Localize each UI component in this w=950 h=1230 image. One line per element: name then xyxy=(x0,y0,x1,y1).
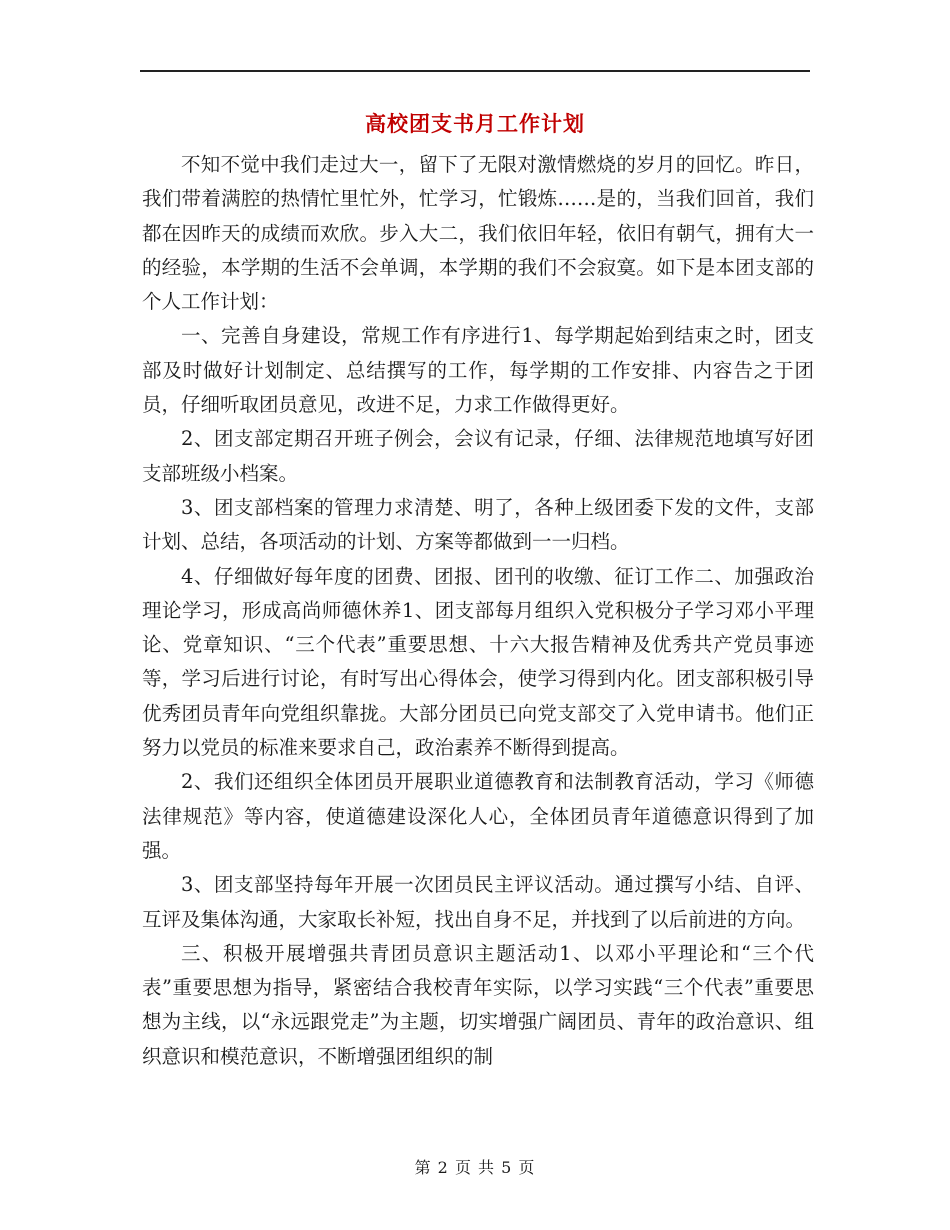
paragraph: 一、完善自身建设，常规工作有序进行1、每学期起始到结束之时，团支部及时做好计划制定、总结撰写的工作，每学期的工作安排、内容告之于团员，仔细听取团员意见，改进不足，力求工作做得更好。 xyxy=(142,324,814,417)
paragraph: 3、团支部坚持每年开展一次团员民主评议活动。通过撰写小结、自评、互评及集体沟通，大家取长补短，找出自身不足，并找到了以后前进的方向。 xyxy=(142,873,814,931)
paragraph: 不知不觉中我们走过大一，留下了无限对激情燃烧的岁月的回忆。昨日，我们带着满腔的热情忙里忙外，忙学习，忙锻炼……是的，当我们回首，我们都在因昨天的成绩而欢欣。步入大二，我们依旧年轻，依旧有朝气，拥有大一的经验，本学期的生活不会单调，本学期的我们不会寂寞。如下是本团支部的个人工作计划： xyxy=(142,153,814,314)
document-title: 高校团支书月工作计划 xyxy=(365,111,585,136)
paragraph: 2、团支部定期召开班子例会，会议有记录，仔细、法律规范地填写好团支部班级小档案。 xyxy=(142,427,814,485)
paragraph: 3、团支部档案的管理力求清楚、明了，各种上级团委下发的文件，支部计划、总结，各项活动的计划、方案等都做到一一归档。 xyxy=(142,495,814,554)
page-number-footer: 第 2 页 共 5 页 xyxy=(414,1158,536,1177)
paragraph: 4、仔细做好每年度的团费、团报、团刊的收缴、征订工作二、加强政治理论学习，形成高尚师德休养1、团支部每月组织入党积极分子学习邓小平理论、党章知识、“三个代表”重要思想、十六大报告精神及优秀共产党员事迹等，学习后进行讨论，有时写出心得体会，使学习得到内化。团支部积极引导优秀团员青年向党组织靠拢。大部分团员已向党支部交了入党申请书。他们正努力以党员的标准来要求自己，政治素养不断得到提高。 xyxy=(142,564,814,760)
document-body xyxy=(142,148,814,1074)
paragraph: 2、我们还组织全体团员开展职业道德教育和法制教育活动，学习《师德法律规范》等内容，使道德建设深化人心，全体团员青年道德意识得到了加强。 xyxy=(142,770,814,862)
header-rule xyxy=(140,70,810,72)
paragraph: 三、积极开展增强共青团员意识主题活动1、以邓小平理论和“三个代表”重要思想为指导，紧密结合我校青年实际，以学习实践“三个代表”重要思想为主线，以“永远跟党走”为主题，切实增强广阔团员、青年的政治意识、组织意识和模范意识，不断增强团组织的制 xyxy=(142,941,814,1068)
